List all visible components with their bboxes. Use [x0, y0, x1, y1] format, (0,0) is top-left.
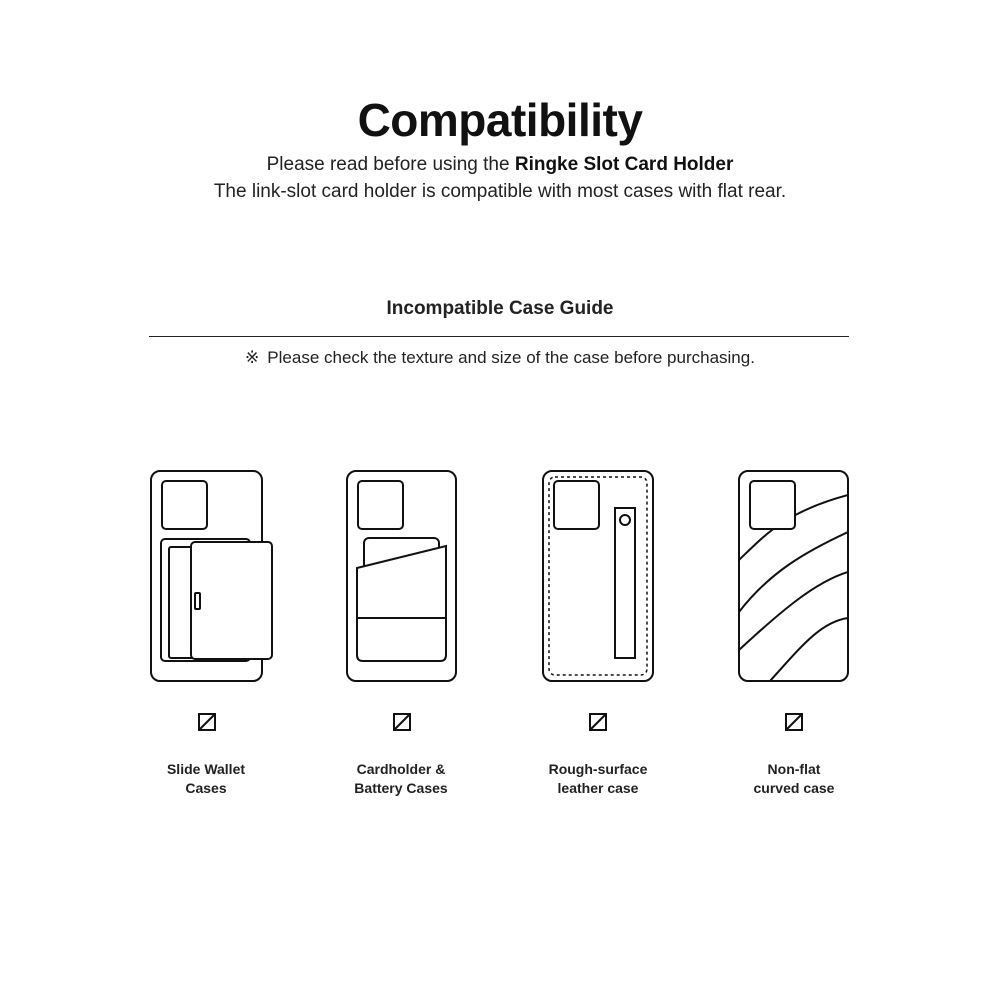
case-label-line: leather case — [557, 780, 639, 796]
intro-line-2: The link-slot card holder is compatible with most cases with flat rear. — [213, 181, 787, 202]
product-name: Ringke Slot Card Holder — [514, 154, 734, 175]
crossed-box-icon — [394, 714, 410, 730]
case-label-line: Non-flat — [767, 761, 821, 777]
slide-wallet-case-icon — [151, 471, 272, 681]
guide-note-text: Please check the texture and size of the case before purchasing. — [267, 348, 755, 367]
page-title: Compatibility — [357, 94, 643, 146]
case-label-slide-wallet — [126, 760, 286, 798]
crossed-box-icon — [199, 714, 215, 730]
rough-leather-case-icon — [543, 471, 653, 681]
case-label-curved — [714, 760, 874, 798]
case-label-rough-leather — [518, 760, 678, 798]
guide-heading: Incompatible Case Guide — [386, 298, 614, 319]
cardholder-battery-case-icon — [347, 471, 456, 681]
crossed-box-icon — [590, 714, 606, 730]
crossed-box-icon — [786, 714, 802, 730]
case-label-line: Battery Cases — [354, 780, 448, 796]
reference-mark-icon: ※ — [245, 348, 260, 367]
curved-case-icon — [739, 471, 848, 681]
case-label-line: Rough-surface — [548, 761, 648, 777]
case-label-line: Cases — [185, 780, 227, 796]
case-label-line: curved case — [753, 780, 835, 796]
intro-line-1-prefix: Please read before using the — [266, 154, 515, 175]
case-label-line: Slide Wallet — [166, 761, 246, 777]
case-label-line: Cardholder & — [356, 761, 446, 777]
case-label-cardholder — [321, 760, 481, 798]
